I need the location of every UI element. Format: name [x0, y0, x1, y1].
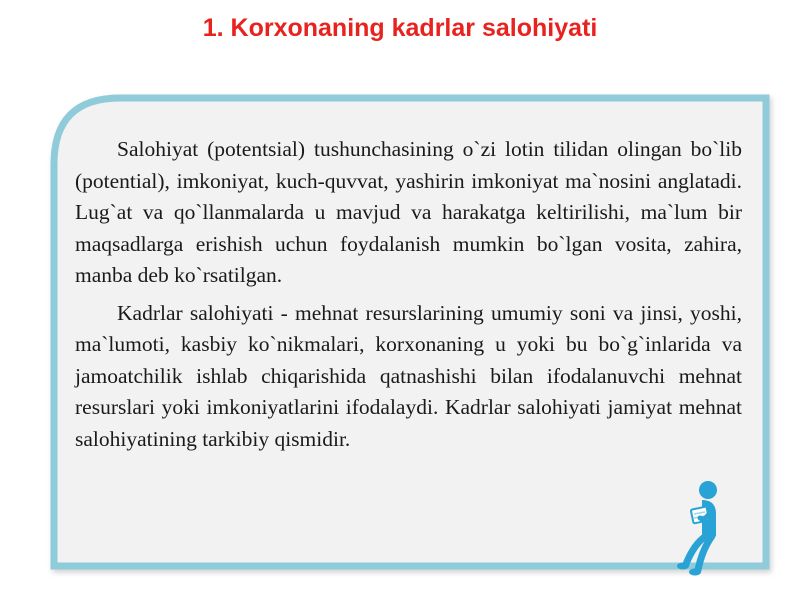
reading-person-icon — [672, 478, 732, 578]
paragraph-2: Kadrlar salohiyati - mehnat resurslarining umumiy soni va jinsi, yoshi, ma`lumoti, kasbiy ko`nikmalari, korxonaning u yoki bu bo`g`inlarida va jamoatchilik ishlab chiqarishida qatnashishi bilan ifodalanuvchi mehnat resurslari yoki imkoniyatlarini ifodalaydi. Kadrlar salohiyati jamiyat mehnat salohiyatining tarkibiy qismidir. — [75, 300, 742, 451]
body-text — [75, 134, 742, 461]
page-title: 1. Korxonaning kadrlar salohiyati — [202, 14, 598, 42]
paragraph-1: Salohiyat (potentsial) tushunchasining o`zi lotin tilidan olingan bo`lib (potential), imkoniyat, kuch-quvvat, yashirin imkoniyat ma`nosini anglatadi. Lug`at va qo`llanmalarda u mavjud va harakatga keltirilishi, ma`lum bir maqsadlarga erishish uchun foydalanish mumkin bo`lgan vosita, zahira, manba deb ko`rsatilgan. — [75, 137, 742, 287]
